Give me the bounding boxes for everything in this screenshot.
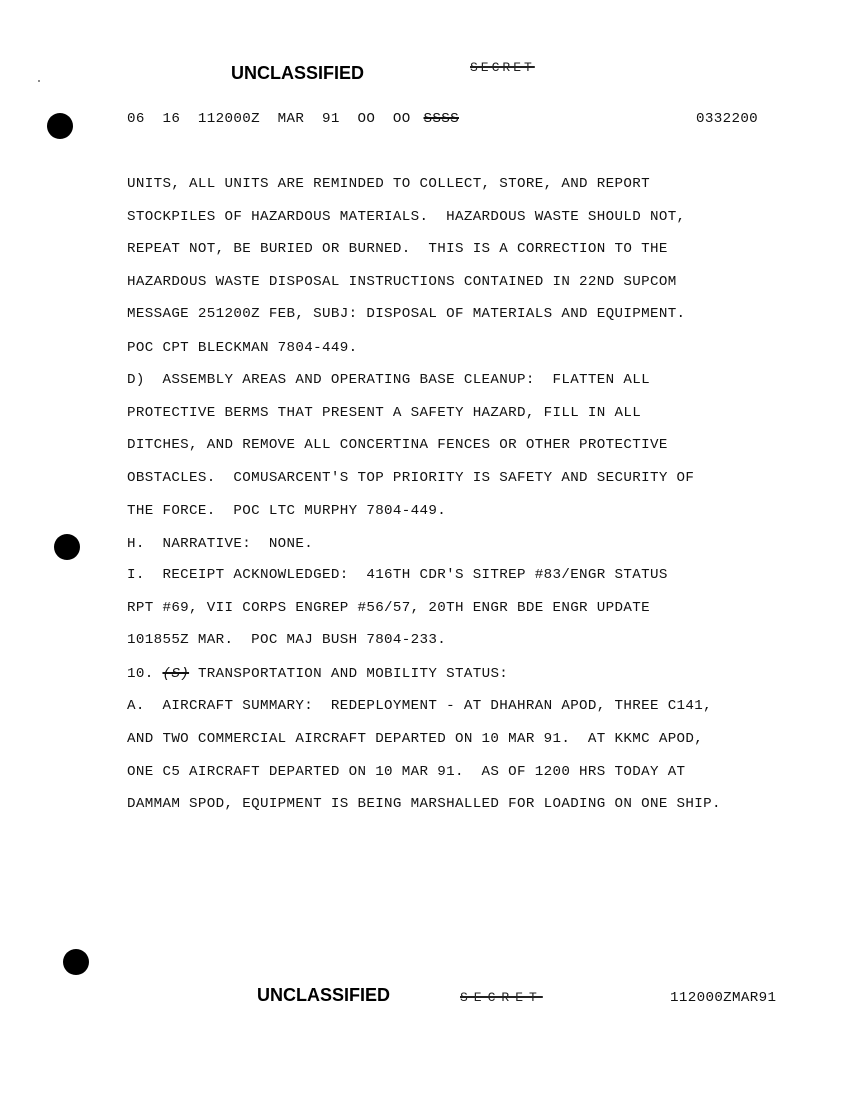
footer-struck-marking: SECRET (460, 990, 543, 1005)
punch-hole-bottom (63, 949, 89, 975)
body-line: MESSAGE 251200Z FEB, SUBJ: DISPOSAL OF MATERIALS AND EQUIPMENT. (127, 306, 686, 322)
paragraph-10-number: 10. (127, 666, 154, 682)
message-header-line (127, 111, 459, 127)
message-number: 0332200 (696, 111, 759, 127)
paragraph-10-heading (127, 666, 508, 682)
body-line: DAMMAM SPOD, EQUIPMENT IS BEING MARSHALLED FOR LOADING ON ONE SHIP. (127, 796, 721, 812)
body-line: REPEAT NOT, BE BURIED OR BURNED. THIS IS A CORRECTION TO THE (127, 241, 668, 257)
punch-hole-middle (54, 534, 80, 560)
body-line: THE FORCE. POC LTC MURPHY 7804-449. (127, 503, 447, 519)
body-line: POC CPT BLECKMAN 7804-449. (127, 340, 358, 356)
body-line: DITCHES, AND REMOVE ALL CONCERTINA FENCES OR OTHER PROTECTIVE (127, 437, 668, 453)
body-line: HAZARDOUS WASTE DISPOSAL INSTRUCTIONS CONTAINED IN 22ND SUPCOM (127, 274, 677, 290)
body-line: STOCKPILES OF HAZARDOUS MATERIALS. HAZARDOUS WASTE SHOULD NOT, (127, 209, 686, 225)
body-line: RPT #69, VII CORPS ENGREP #56/57, 20TH ENGR BDE ENGR UPDATE (127, 600, 650, 616)
body-line: UNITS, ALL UNITS ARE REMINDED TO COLLECT, STORE, AND REPORT (127, 176, 650, 192)
body-line: I. RECEIPT ACKNOWLEDGED: 416TH CDR'S SITREP #83/ENGR STATUS (127, 567, 668, 583)
body-line: ONE C5 AIRCRAFT DEPARTED ON 10 MAR 91. AS OF 1200 HRS TODAY AT (127, 764, 686, 780)
header-struck-marking: SECRET (470, 60, 535, 75)
footer-classification: UNCLASSIFIED (257, 985, 391, 1005)
body-line: 101855Z MAR. POC MAJ BUSH 7804-233. (127, 632, 447, 648)
body-line: D) ASSEMBLY AREAS AND OPERATING BASE CLEANUP: FLATTEN ALL (127, 372, 650, 388)
struck-code: SSSS (423, 111, 459, 127)
footer-dtg: 112000ZMAR91 (670, 990, 777, 1006)
punch-hole-top (47, 113, 73, 139)
body-line: AND TWO COMMERCIAL AIRCRAFT DEPARTED ON 10 MAR 91. AT KKMC APOD, (127, 731, 704, 747)
body-line: OBSTACLES. COMUSARCENT'S TOP PRIORITY IS SAFETY AND SECURITY OF (127, 470, 695, 486)
body-line: PROTECTIVE BERMS THAT PRESENT A SAFETY HAZARD, FILL IN ALL (127, 405, 642, 421)
body-line: H. NARRATIVE: NONE. (127, 536, 314, 552)
dtg-fields: 06 16 112000Z MAR 91 OO OO (127, 111, 411, 127)
header-classification: UNCLASSIFIED (231, 63, 365, 83)
paragraph-10-title: TRANSPORTATION AND MOBILITY STATUS: (197, 666, 509, 682)
scan-speck (38, 80, 40, 82)
paragraph-10-struck-classification: (S) (162, 666, 190, 682)
body-line: A. AIRCRAFT SUMMARY: REDEPLOYMENT - AT DHAHRAN APOD, THREE C141, (127, 698, 713, 714)
